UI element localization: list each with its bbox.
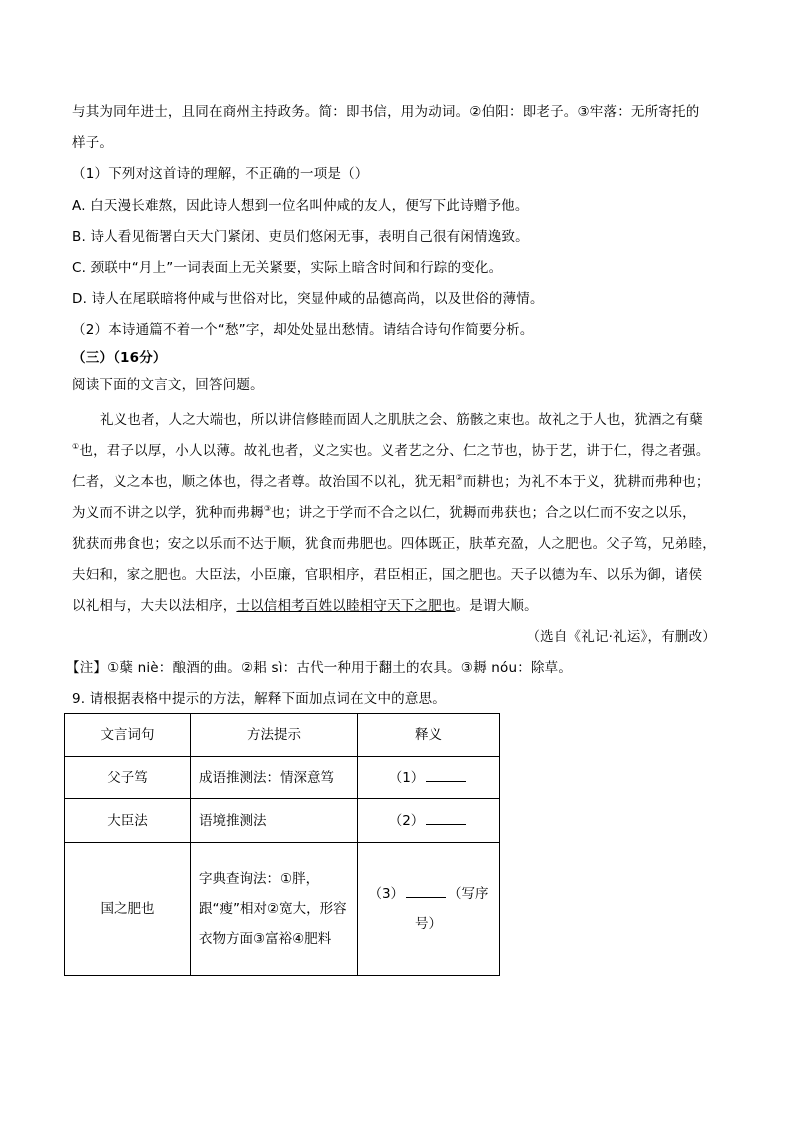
passage-text: 也，君子以厚，小人以薄。故礼也者，义之实也。义者艺之分、仁之节也，协于艺，讲于仁，得之者强。: [79, 443, 710, 459]
answer-label: （1）: [388, 769, 425, 786]
question-9-stem: 9. 请根据表格中提示的方法，解释下面加点词在文中的意思。: [72, 691, 446, 707]
intro-note-line-2: 样子。: [72, 135, 114, 151]
method-cell: 字典查询法：①胖，跟“瘦”相对②宽大，形容衣物方面③富裕④肥料: [191, 843, 358, 976]
table-header-row: [65, 714, 500, 757]
passage-line-6: 夫妇和，家之肥也。大臣法，小臣廉，官职相序，君臣相正，国之肥也。天子以德为车、以乐为御，诸侯: [72, 567, 703, 583]
phrase-cell: 父子笃: [65, 757, 191, 799]
answer-label: （3）: [368, 886, 405, 902]
section-heading: （三）（16分）: [72, 350, 167, 366]
passage-line-7: [72, 596, 538, 616]
option-a: A. 白天漫长难熬，因此诗人想到一位名叫仲咸的友人，便写下此诗赠予他。: [72, 198, 529, 214]
footnote-marker-3: ③: [263, 504, 272, 513]
footnote-marker-2: ②: [455, 473, 463, 482]
underlined-sentence: 士以信相考百姓以睦相守天下之肥也: [236, 598, 456, 614]
answer-label: （2）: [388, 812, 425, 829]
option-c: C. 颈联中“月上”一词表面上无关紧要，实际上暗含时间和行踪的变化。: [72, 260, 503, 276]
header-cell: 文言词句: [65, 714, 191, 757]
question-1-stem: （1）下列对这首诗的理解，不正确的一项是（）: [72, 166, 369, 182]
passage-text: 仁者，义之本也，顺之体也，得之者尊。故治国不以礼，犹无耜: [72, 474, 456, 490]
passage-line-3: [72, 472, 710, 492]
reading-instruction: 阅读下面的文言文，回答问题。: [72, 377, 264, 393]
header-cell: 释义: [358, 714, 500, 757]
intro-note-line-1: 与其为同年进士，且同在商州主持政务。简：即书信，用为动词。②伯阳：即老子。③牢落：无所寄托的: [72, 104, 700, 120]
answer-cell[interactable]: [358, 799, 500, 843]
method-cell: 语境推测法: [191, 799, 358, 843]
question-2-stem: （2）本诗通篇不着一个“愁”字，却处处显出愁情。请结合诗句作简要分析。: [72, 322, 534, 338]
table-row: [65, 799, 500, 843]
answer-hint: （写序号）: [415, 886, 489, 932]
passage-text: 为义而不讲之以学，犹种而弗耨: [72, 505, 264, 521]
source-citation: （选自《礼记·礼运》，有删改）: [526, 629, 716, 645]
footnotes: 【注】①蘖 niè：酿酒的曲。②耜 sì：古代一种用于翻土的农具。③耨 nóu：除草。: [66, 660, 573, 676]
answer-blank-2[interactable]: [426, 812, 466, 825]
option-b: B. 诗人看见衙署白天大门紧闭、吏员们悠闲无事，表明自己很有闲情逸致。: [72, 229, 529, 245]
passage-line-1: 礼义也者，人之大端也，所以讲信修睦而固人之肌肤之会、筋骸之束也。故礼之于人也，犹酒之有蘖: [100, 412, 703, 428]
answer-table: [64, 713, 500, 976]
passage-text: 以礼相与，大夫以法相序，: [72, 598, 237, 614]
answer-cell[interactable]: [358, 843, 500, 976]
passage-line-2: [72, 441, 710, 461]
header-cell: 方法提示: [191, 714, 358, 757]
table-row: [65, 757, 500, 799]
table-row: [65, 843, 500, 976]
option-d: D. 诗人在尾联暗将仲咸与世俗对比，突显仲咸的品德高尚，以及世俗的薄情。: [72, 291, 544, 307]
passage-line-4: [72, 503, 696, 523]
answer-blank-3[interactable]: [406, 885, 446, 898]
passage-text: 。是谓大顺。: [455, 598, 538, 614]
answer-cell[interactable]: [358, 757, 500, 799]
passage-line-5: 犹获而弗食也；安之以乐而不达于顺，犹食而弗肥也。四体既正，肤革充盈，人之肥也。父子笃，兄弟睦，: [72, 536, 716, 552]
passage-text: 而耕也；为礼不本于义，犹耕而弗种也；: [462, 474, 710, 490]
method-cell: 成语推测法：情深意笃: [191, 757, 358, 799]
phrase-cell: 大臣法: [65, 799, 191, 843]
answer-blank-1[interactable]: [426, 769, 466, 782]
phrase-cell: 国之肥也: [65, 843, 191, 976]
passage-text: 也；讲之于学而不合之以仁，犹耨而弗获也；合之以仁而不安之以乐，: [271, 505, 696, 521]
footnote-marker-1: ①: [72, 442, 80, 451]
